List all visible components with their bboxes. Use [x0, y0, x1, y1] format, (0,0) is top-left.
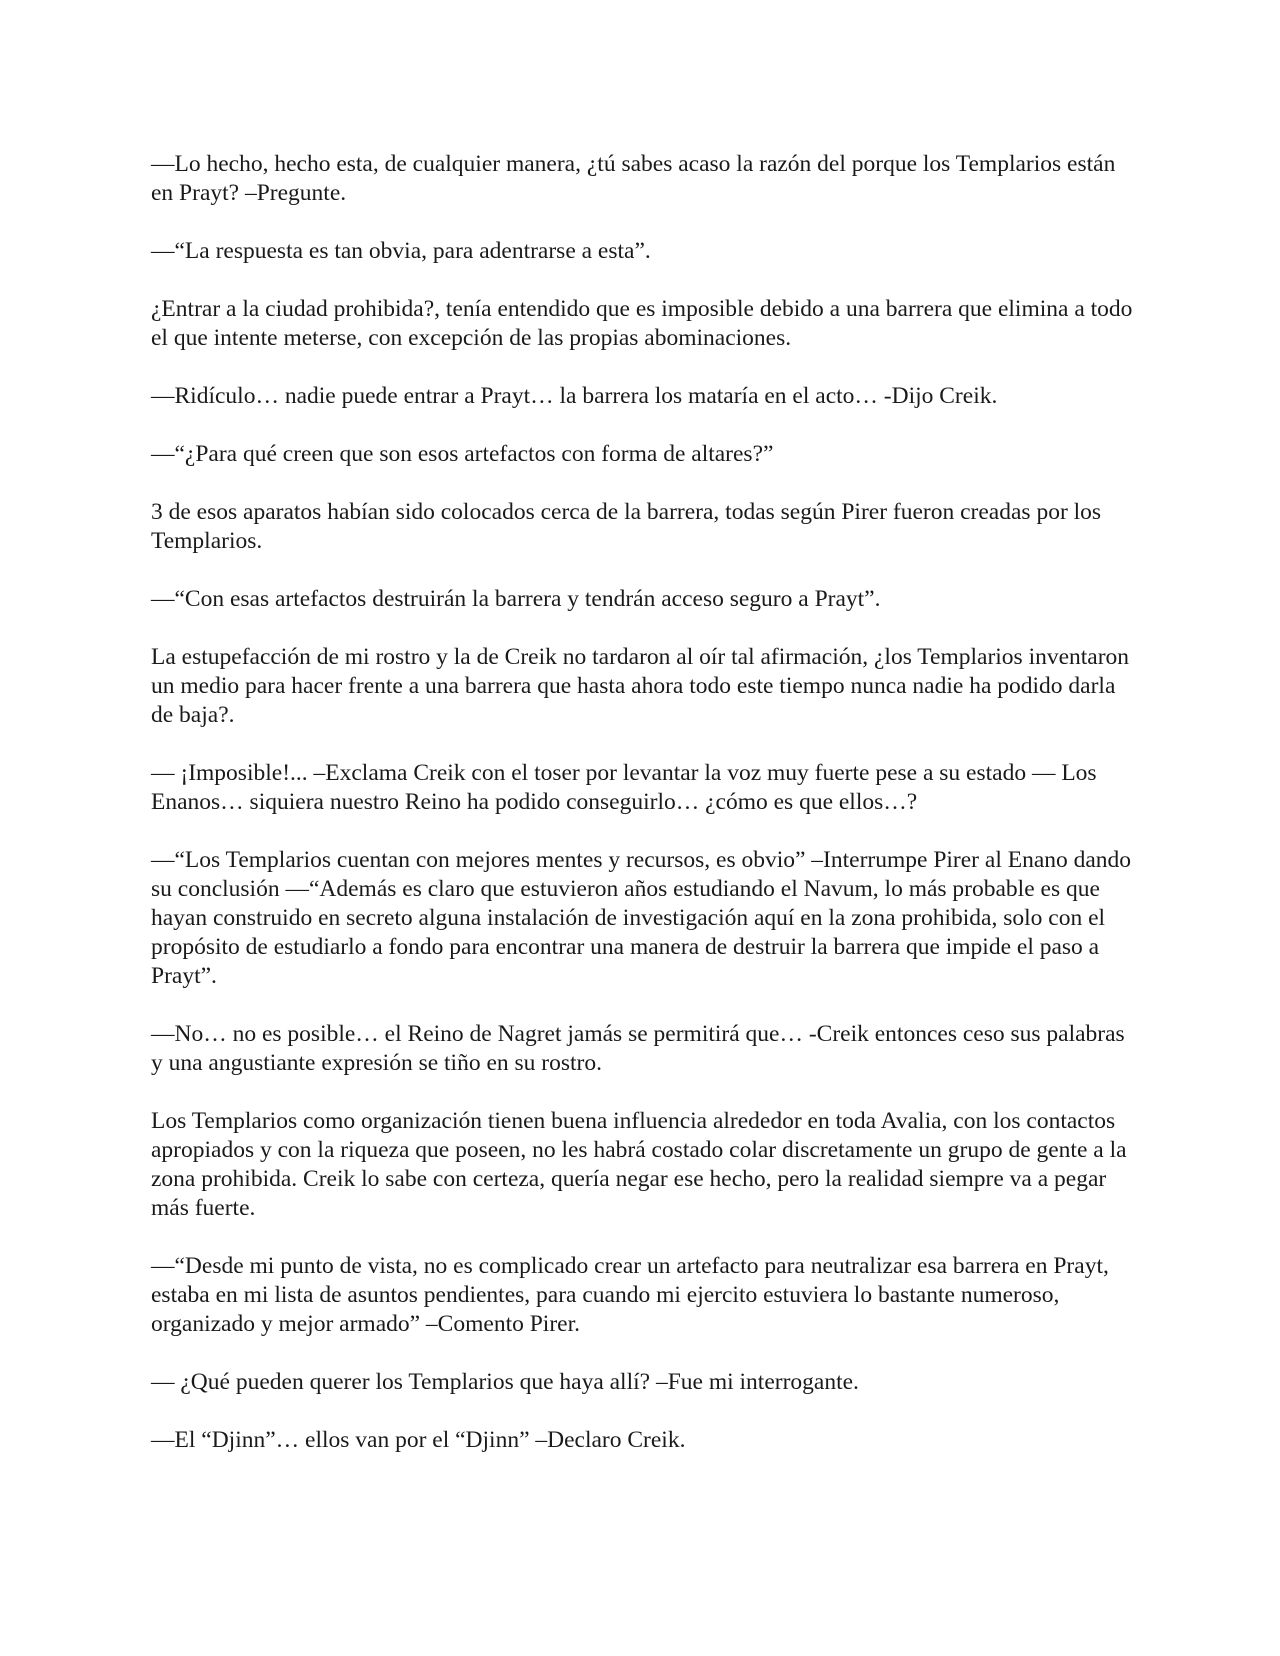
document-body	[151, 150, 1141, 1484]
paragraph: —“Los Templarios cuentan con mejores mentes y recursos, es obvio” –Interrumpe Pirer al Enano dando su conclusión —“Además es claro que estuvieron años estudiando el Navum, lo más probable es que hayan construido en secreto alguna instalación de investigación aquí en la zona prohibida, solo con el propósito de estudiarlo a fondo para encontrar una manera de destruir la barrera que impide el paso a Prayt”.	[151, 847, 1132, 989]
paragraph: ¿Entrar a la ciudad prohibida?, tenía entendido que es imposible debido a una barrera que elimina a todo el que intente meterse, con excepción de las propias abominaciones.	[151, 296, 1133, 351]
paragraph: —“¿Para qué creen que son esos artefactos con forma de altares?”	[151, 441, 774, 467]
paragraph: Los Templarios como organización tienen buena influencia alrededor en toda Avalia, con los contactos apropiados y con la riqueza que poseen, no les habrá costado colar discretamente un grupo de gente a la zona prohibida. Creik lo sabe con certeza, quería negar ese hecho, pero la realidad siempre va a pegar más fuerte.	[151, 1108, 1127, 1221]
paragraph: — ¿Qué pueden querer los Templarios que haya allí? –Fue mi interrogante.	[151, 1369, 859, 1395]
paragraph: —“La respuesta es tan obvia, para adentrarse a esta”.	[151, 238, 651, 264]
paragraph: —Lo hecho, hecho esta, de cualquier manera, ¿tú sabes acaso la razón del porque los Templarios están en Prayt? –Pregunte.	[151, 151, 1116, 206]
paragraph: — ¡Imposible!... –Exclama Creik con el toser por levantar la voz muy fuerte pese a su estado — Los Enanos… siquiera nuestro Reino ha podido conseguirlo… ¿cómo es que ellos…?	[151, 760, 1097, 815]
paragraph: —Ridículo… nadie puede entrar a Prayt… la barrera los mataría en el acto… -Dijo Creik.	[151, 383, 998, 409]
paragraph: 3 de esos aparatos habían sido colocados cerca de la barrera, todas según Pirer fueron creadas por los Templarios.	[151, 499, 1102, 554]
paragraph: —El “Djinn”… ellos van por el “Djinn” –Declaro Creik.	[151, 1427, 686, 1453]
paragraph: —No… no es posible… el Reino de Nagret jamás se permitirá que… -Creik entonces ceso sus palabras y una angustiante expresión se tiño en su rostro.	[151, 1021, 1125, 1076]
paragraph: La estupefacción de mi rostro y la de Creik no tardaron al oír tal afirmación, ¿los Templarios inventaron un medio para hacer frente a una barrera que hasta ahora todo este tiempo nunca nadie ha podido darla de baja?.	[151, 644, 1130, 728]
paragraph: —“Con esas artefactos destruirán la barrera y tendrán acceso seguro a Prayt”.	[151, 586, 881, 612]
paragraph: —“Desde mi punto de vista, no es complicado crear un artefacto para neutralizar esa barrera en Prayt, estaba en mi lista de asuntos pendientes, para cuando mi ejercito estuviera lo bastante numeroso, organizado y mejor armado” –Comento Pirer.	[151, 1253, 1109, 1337]
